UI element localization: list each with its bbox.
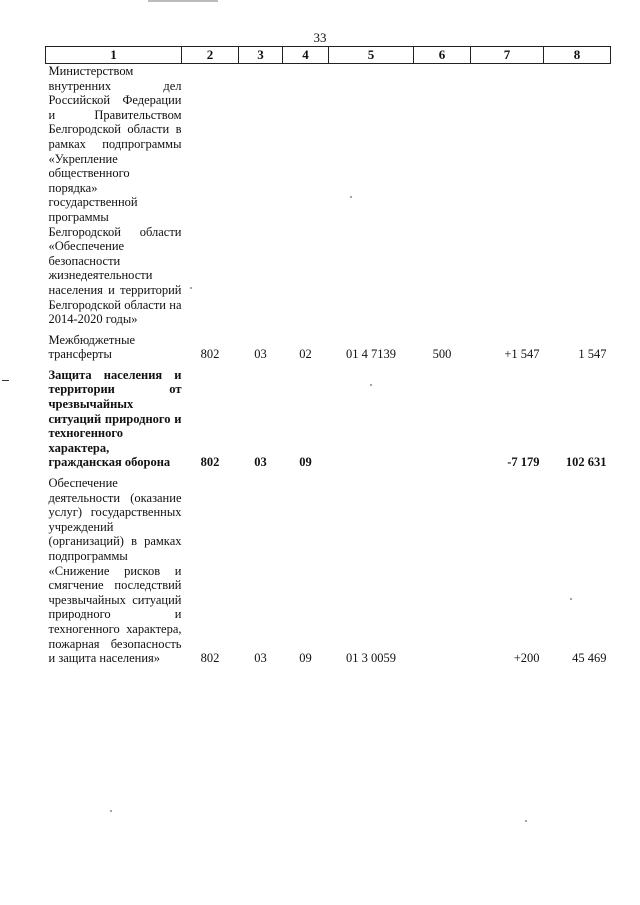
cell-section: 03	[254, 455, 267, 470]
table-row	[46, 333, 611, 362]
cell-name: Межбюджетные трансферты	[48, 332, 136, 362]
cell-amount	[544, 64, 611, 327]
cell-section	[239, 64, 283, 327]
header-col-3: 3	[239, 47, 283, 64]
header-col-2: 2	[182, 47, 239, 64]
table-row	[46, 64, 611, 327]
header-col-6: 6	[414, 47, 471, 64]
cell-subsection: 02	[299, 347, 312, 362]
header-col-4: 4	[283, 47, 329, 64]
cell-subsection	[283, 64, 329, 327]
cell-section: 03	[254, 347, 267, 362]
cell-name: Обеспечение деятельности (оказание услуг) государственных учреждений (организаций) в рамках подпрограммы «Снижение рисков и смягчение последствий чрезвычайных ситуаций природного и техногенного характера, пожарная безопасность и защита населения»	[48, 476, 182, 666]
cell-expense-type	[414, 368, 471, 470]
cell-subsection: 09	[299, 455, 312, 470]
cell-change	[471, 64, 544, 327]
scan-speck	[370, 384, 372, 386]
table-row	[46, 476, 611, 666]
cell-target: 01 3 0059	[346, 651, 396, 666]
cell-amount: 45 469	[572, 651, 607, 666]
scan-speck	[110, 810, 112, 812]
cell-amount: 1 547	[578, 347, 607, 362]
cell-subsection: 09	[299, 651, 312, 666]
cell-change: -7 179	[507, 455, 540, 470]
cell-amount: 102 631	[565, 455, 607, 470]
scan-speck	[570, 598, 572, 600]
header-row	[46, 47, 611, 64]
cell-expense-type: 500	[432, 347, 452, 362]
header-col-8: 8	[544, 47, 611, 64]
cell-ministry: 802	[200, 347, 220, 362]
cell-section: 03	[254, 651, 267, 666]
cell-change: +200	[513, 651, 540, 666]
scan-speck	[525, 820, 527, 822]
cell-name: Защита населения и территории от чрезвычайных ситуаций природного и техногенного характера, гражданская оборона	[48, 367, 182, 470]
page-number: 33	[313, 30, 327, 45]
header-col-1: 1	[46, 47, 182, 64]
cell-target: 01 4 7139	[346, 347, 396, 362]
cell-ministry: 802	[200, 455, 220, 470]
header-col-7: 7	[471, 47, 544, 64]
cell-name: Министерством внутренних дел Российской Федерации и Правительством Белгородской области в рамках подпрограммы «Укрепление общественного порядка» государственной программы Белгородской области «Обеспечение безопасности жизнедеятельности населения и территорий Белгородской области на 2014-2020 годы»	[48, 64, 182, 327]
cell-target	[329, 64, 414, 327]
cell-ministry: 802	[200, 651, 220, 666]
margin-mark	[2, 380, 9, 381]
table-row	[46, 368, 611, 470]
scan-speck	[190, 287, 192, 289]
scan-speck	[350, 196, 352, 198]
cell-expense-type	[414, 476, 471, 666]
budget-table	[45, 46, 611, 666]
header-col-5: 5	[329, 47, 414, 64]
table-body	[46, 64, 611, 666]
cell-expense-type	[414, 64, 471, 327]
cell-change: +1 547	[504, 347, 540, 362]
scan-top-rule	[148, 0, 218, 2]
